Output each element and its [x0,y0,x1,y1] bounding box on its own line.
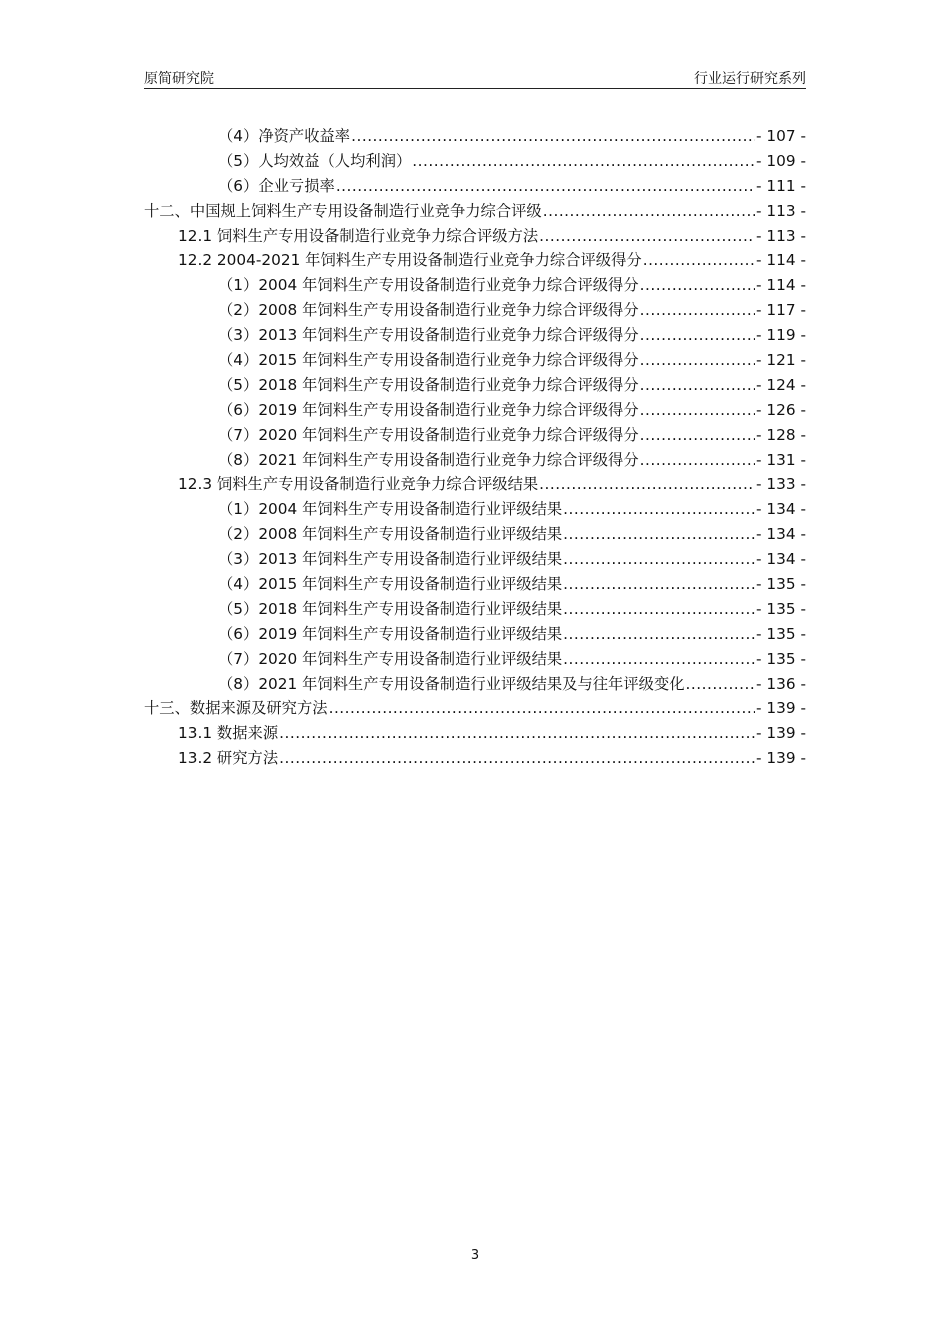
toc-entry-page: - 135 - [756,649,806,668]
toc-entry-page: - 113 - [756,201,806,220]
toc-entry-page: - 139 - [756,699,806,718]
toc-entry-title: （1）2004 年饲料生产专用设备制造行业竞争力综合评级得分 [218,276,639,295]
toc-leader-dots [279,749,755,767]
toc-entry-title: （3）2013 年饲料生产专用设备制造行业竞争力综合评级得分 [218,326,639,345]
toc-entry[interactable] [144,522,806,547]
toc-entry-page: - 121 - [756,351,806,370]
toc-entry-title: 13.1 数据来源 [178,724,279,743]
page-number: 3 [470,1248,480,1263]
toc-entry[interactable] [144,696,806,721]
toc-entry-page: - 111 - [756,176,806,195]
toc-entry[interactable] [144,373,806,398]
toc-entry[interactable] [144,672,806,697]
toc-entry[interactable] [144,199,806,224]
toc-entry-title: 十三、数据来源及研究方法 [144,699,328,718]
toc-entry[interactable] [144,622,806,647]
toc-entry-title: （8）2021 年饲料生产专用设备制造行业竞争力综合评级得分 [218,450,639,469]
toc-entry-title: 十二、中国规上饲料生产专用设备制造行业竞争力综合评级 [144,201,542,220]
toc-entry-title: （5）2018 年饲料生产专用设备制造行业评级结果 [218,599,563,618]
toc-leader-dots [640,426,755,444]
toc-entry-page: - 131 - [756,450,806,469]
toc-entry[interactable] [144,174,806,199]
toc-entry-page: - 107 - [756,127,806,145]
toc-entry-page: - 114 - [756,276,806,295]
toc-entry[interactable] [144,224,806,249]
toc-entry[interactable] [144,647,806,672]
table-of-contents [144,124,806,771]
toc-entry[interactable] [144,721,806,746]
toc-entry-page: - 134 - [756,500,806,519]
toc-entry-page: - 124 - [756,375,806,394]
toc-entry-page: - 119 - [756,326,806,345]
toc-leader-dots [279,724,755,742]
toc-leader-dots [640,326,755,344]
toc-entry[interactable] [144,124,806,149]
toc-entry[interactable] [144,398,806,423]
toc-entry-title: 12.2 2004-2021 年饲料生产专用设备制造行业竞争力综合评级得分 [178,251,642,270]
toc-entry-title: （6）2019 年饲料生产专用设备制造行业评级结果 [218,624,563,643]
toc-leader-dots [640,376,755,394]
toc-entry-page: - 133 - [756,475,806,494]
toc-entry[interactable] [144,547,806,572]
toc-entry-title: （4）2015 年饲料生产专用设备制造行业竞争力综合评级得分 [218,351,639,370]
toc-entry-page: - 134 - [756,550,806,569]
toc-entry[interactable] [144,472,806,497]
toc-entry-title: （4）2015 年饲料生产专用设备制造行业评级结果 [218,575,563,594]
toc-leader-dots [336,177,755,195]
toc-entry-page: - 128 - [756,425,806,444]
toc-entry-page: - 135 - [756,624,806,643]
toc-entry-title: （8）2021 年饲料生产专用设备制造行业评级结果及与往年评级变化 [218,674,685,693]
toc-entry-page: - 135 - [756,575,806,594]
toc-leader-dots [640,401,755,419]
toc-entry-page: - 109 - [756,151,806,170]
toc-leader-dots [563,525,755,543]
toc-leader-dots [563,575,755,593]
toc-entry[interactable] [144,348,806,373]
toc-entry-page: - 135 - [756,599,806,618]
toc-leader-dots [563,625,755,643]
toc-entry-title: （6）企业亏损率 [218,176,335,195]
toc-leader-dots [686,675,755,693]
toc-entry-title: 12.3 饲料生产专用设备制造行业竞争力综合评级结果 [178,475,539,494]
toc-entry-title: （2）2008 年饲料生产专用设备制造行业评级结果 [218,525,563,544]
toc-entry-page: - 114 - [756,251,806,270]
toc-entry-page: - 117 - [756,301,806,320]
toc-entry[interactable] [144,746,806,771]
toc-leader-dots [640,301,755,319]
toc-entry[interactable] [144,497,806,522]
toc-entry-title: （7）2020 年饲料生产专用设备制造行业评级结果 [218,649,563,668]
toc-entry-title: 12.1 饲料生产专用设备制造行业竞争力综合评级方法 [178,226,539,245]
page-header [144,66,806,89]
toc-entry-title: （3）2013 年饲料生产专用设备制造行业评级结果 [218,550,563,569]
toc-entry-page: - 139 - [756,724,806,743]
toc-leader-dots [412,152,755,170]
toc-leader-dots [539,227,755,245]
toc-entry-title: 13.2 研究方法 [178,749,279,768]
toc-entry-title: （6）2019 年饲料生产专用设备制造行业竞争力综合评级得分 [218,400,639,419]
toc-leader-dots [329,699,755,717]
toc-entry[interactable] [144,448,806,473]
toc-entry[interactable] [144,149,806,174]
header-series-title: 行业运行研究系列 [694,71,806,87]
toc-entry[interactable] [144,423,806,448]
toc-entry[interactable] [144,273,806,298]
toc-entry-page: - 126 - [756,400,806,419]
toc-leader-dots [640,451,755,469]
toc-leader-dots [539,475,755,493]
toc-entry[interactable] [144,572,806,597]
toc-leader-dots [563,650,755,668]
toc-leader-dots [351,127,755,145]
toc-entry-title: （4）净资产收益率 [218,127,351,145]
toc-entry-page: - 139 - [756,749,806,768]
header-org-name: 原简研究院 [144,71,214,87]
toc-entry[interactable] [144,298,806,323]
toc-entry-title: （7）2020 年饲料生产专用设备制造行业竞争力综合评级得分 [218,425,639,444]
toc-entry-page: - 113 - [756,226,806,245]
toc-entry-title: （5）2018 年饲料生产专用设备制造行业竞争力综合评级得分 [218,375,639,394]
toc-entry[interactable] [144,597,806,622]
toc-entry[interactable] [144,248,806,273]
toc-entry-title: （5）人均效益（人均利润） [218,151,412,170]
toc-entry-page: - 134 - [756,525,806,544]
toc-leader-dots [563,600,755,618]
toc-leader-dots [643,251,755,269]
toc-entry-title: （2）2008 年饲料生产专用设备制造行业竞争力综合评级得分 [218,301,639,320]
toc-leader-dots [543,202,755,220]
toc-leader-dots [640,351,755,369]
toc-leader-dots [563,550,755,568]
toc-entry-page: - 136 - [756,674,806,693]
toc-entry-title: （1）2004 年饲料生产专用设备制造行业评级结果 [218,500,563,519]
toc-entry[interactable] [144,323,806,348]
toc-leader-dots [640,276,755,294]
toc-leader-dots [563,500,755,518]
